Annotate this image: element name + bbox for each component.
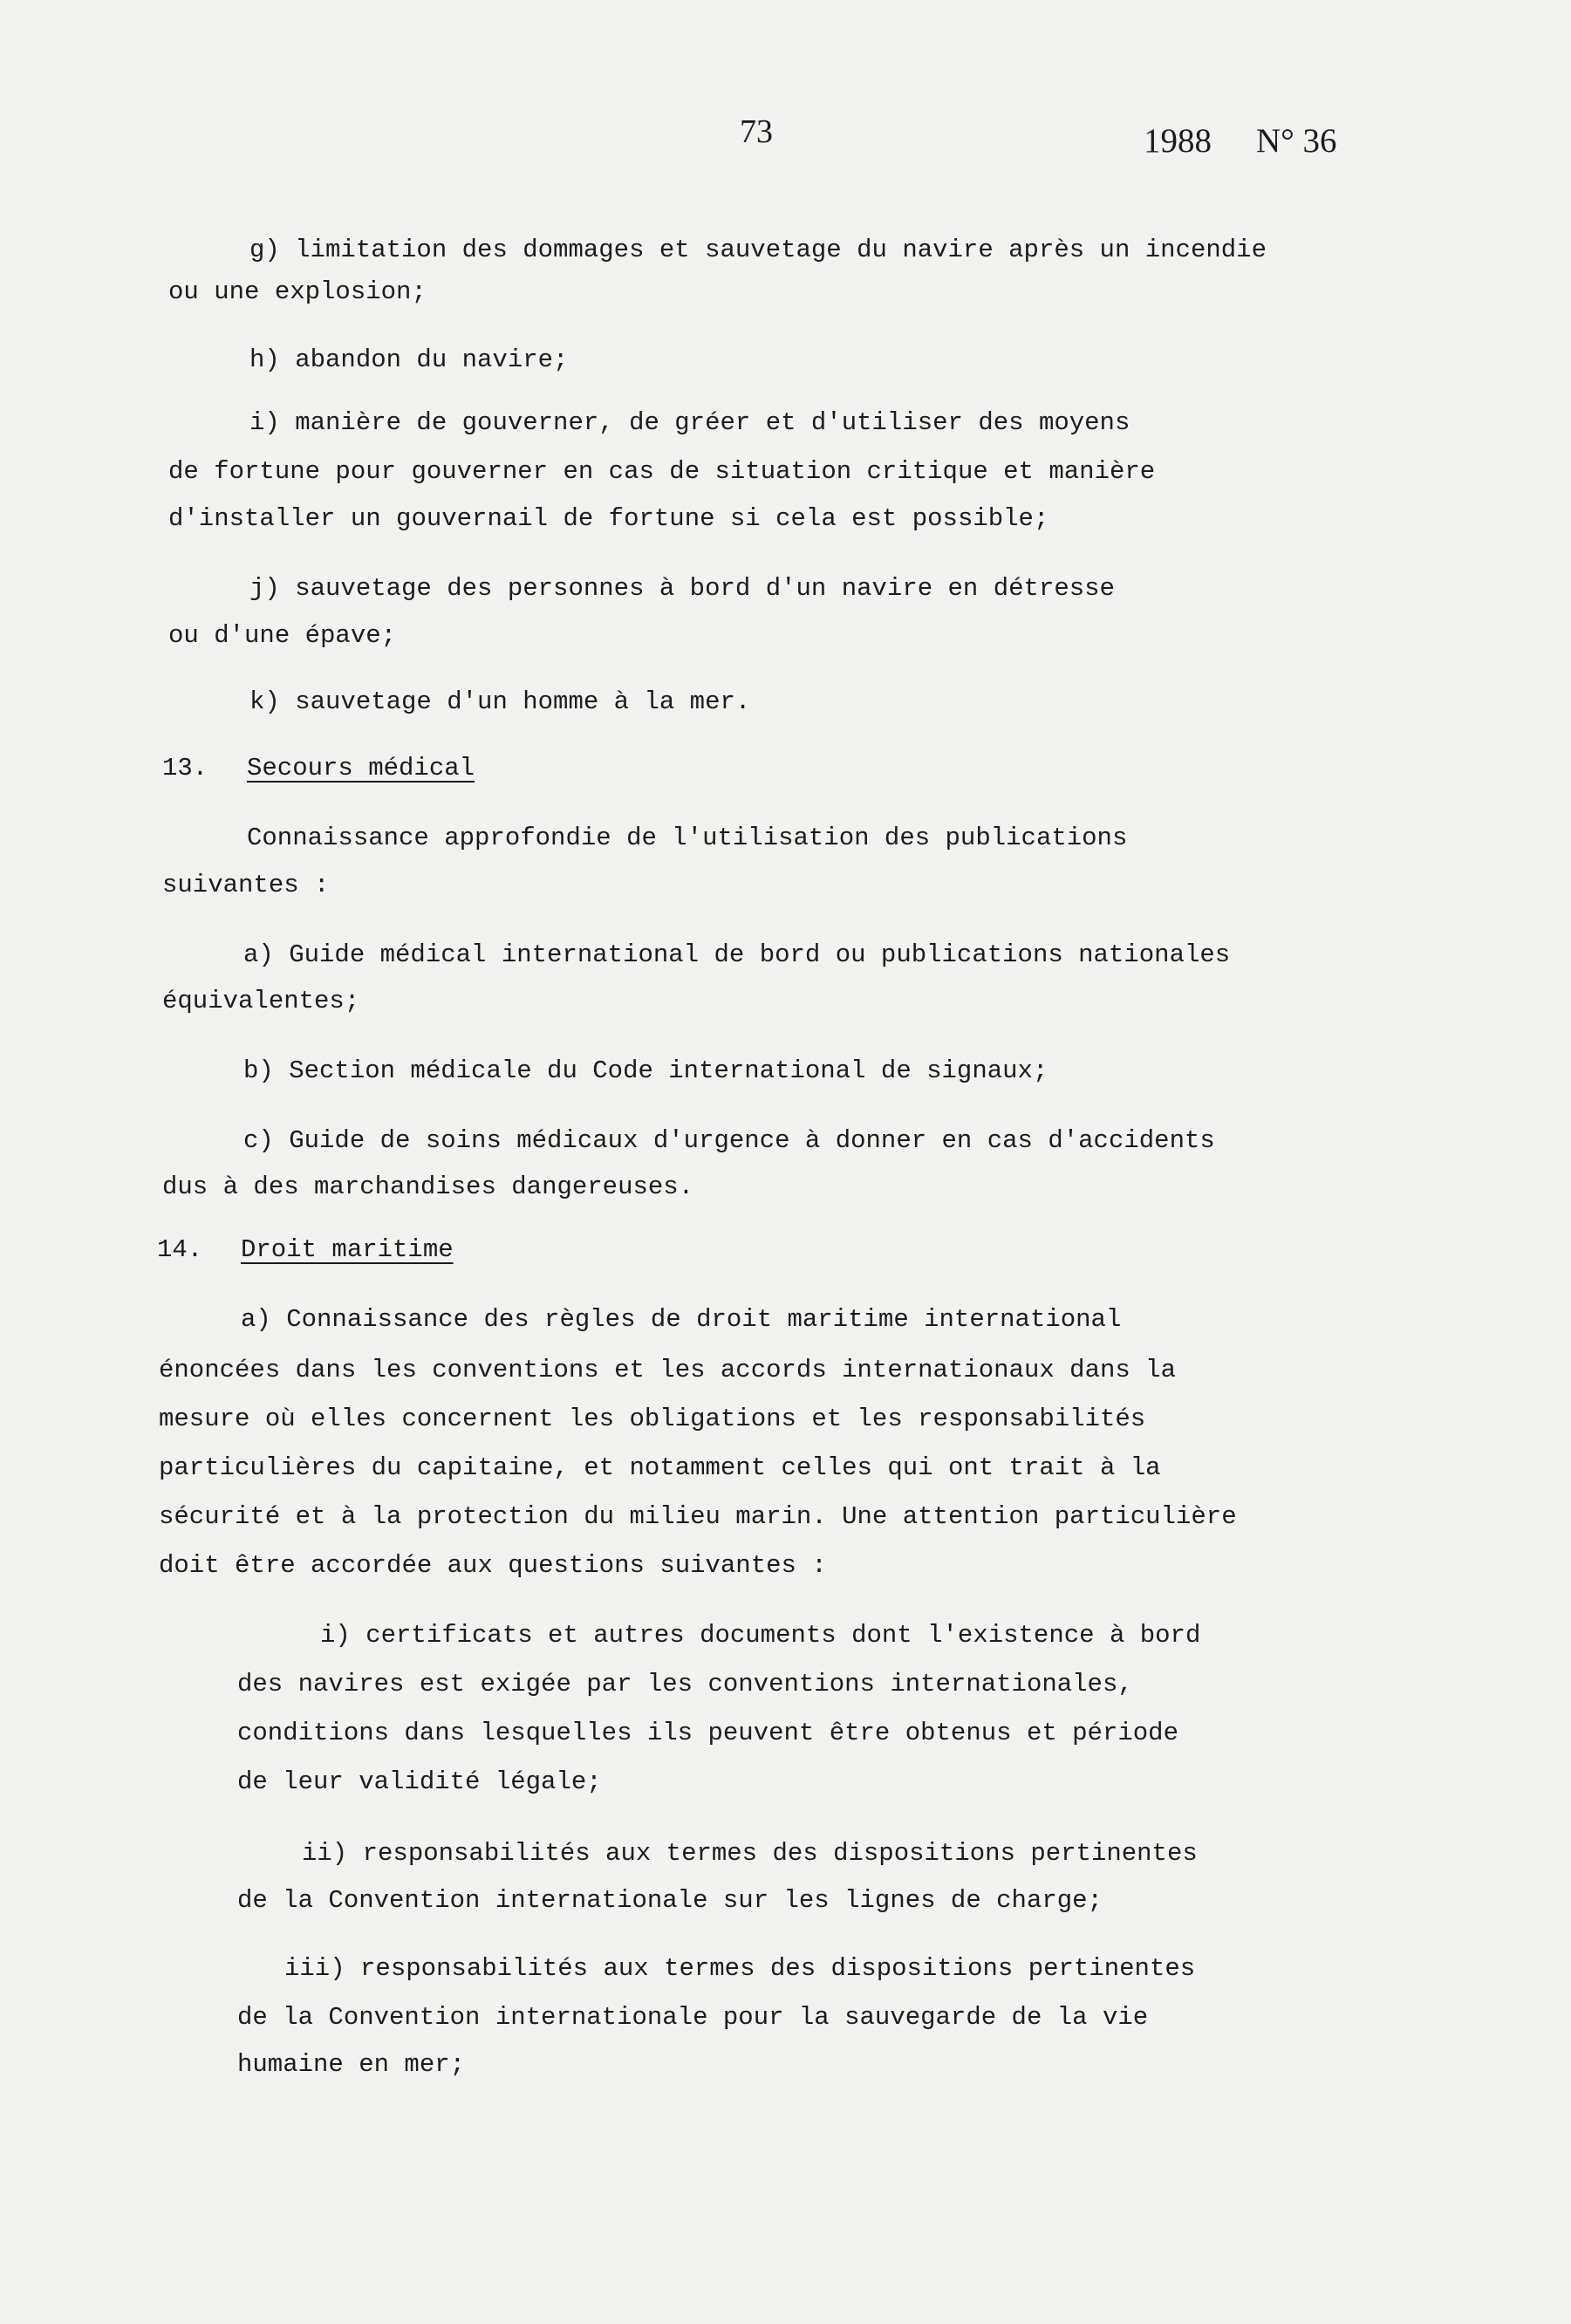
item-i-line-1: i) manière de gouverner, de gréer et d'utiliser des moyens [249, 408, 1130, 437]
item-i-line-2: de fortune pour gouverner en cas de situation critique et manière [168, 457, 1156, 486]
item-14a-line-4: particulières du capitaine, et notamment celles qui ont trait à la [159, 1453, 1161, 1482]
subitem-ii-line-1: ii) responsabilités aux termes des dispositions pertinentes [302, 1839, 1198, 1868]
item-14a-line-5: sécurité et à la protection du milieu marin. Une attention particulière [159, 1502, 1237, 1531]
item-14a-line-6: doit être accordée aux questions suivantes : [159, 1551, 827, 1580]
section-14-number: 14. [157, 1235, 203, 1264]
section-13-text-line-1: Connaissance approfondie de l'utilisation des publications [247, 824, 1128, 852]
subitem-i-line-4: de leur validité légale; [237, 1767, 602, 1796]
subitem-iii-line-2: de la Convention internationale pour la sauvegarde de la vie [237, 2003, 1149, 2032]
item-13c-line-1: c) Guide de soins médicaux d'urgence à donner en cas d'accidents [243, 1126, 1215, 1155]
subitem-iii-line-1: iii) responsabilités aux termes des dispositions pertinentes [284, 1954, 1196, 1983]
section-13-heading: Secours médical [247, 754, 475, 783]
item-k-line-1: k) sauvetage d'un homme à la mer. [249, 687, 751, 716]
item-14a-line-1: a) Connaissance des règles de droit maritime international [241, 1305, 1122, 1334]
subitem-i-line-1: i) certificats et autres documents dont l'existence à bord [320, 1621, 1201, 1650]
section-13-text-line-2: suivantes : [162, 871, 330, 899]
item-14a-line-2: énoncées dans les conventions et les accords internationaux dans la [159, 1356, 1176, 1384]
page-number: 73 [740, 113, 773, 150]
subitem-ii-line-2: de la Convention internationale sur les lignes de charge; [237, 1886, 1103, 1915]
item-13a-line-1: a) Guide médical international de bord ou publications nationales [243, 940, 1231, 969]
item-h-line-1: h) abandon du navire; [249, 345, 569, 374]
item-14a-line-3: mesure où elles concernent les obligations et les responsabilités [159, 1405, 1146, 1433]
section-14-heading: Droit maritime [241, 1235, 454, 1264]
item-13c-line-2: dus à des marchandises dangereuses. [162, 1172, 694, 1201]
item-j-line-1: j) sauvetage des personnes à bord d'un navire en détresse [249, 574, 1115, 603]
journal-year: 1988 [1144, 122, 1212, 160]
journal-number: N° 36 [1256, 122, 1337, 160]
item-13b-line-1: b) Section médicale du Code international de signaux; [243, 1056, 1048, 1085]
section-13-number: 13. [162, 754, 208, 783]
subitem-i-line-3: conditions dans lesquelles ils peuvent être obtenus et période [237, 1719, 1178, 1747]
subitem-iii-line-3: humaine en mer; [237, 2050, 466, 2079]
item-j-line-2: ou d'une épave; [168, 621, 397, 650]
item-13a-line-2: équivalentes; [162, 987, 360, 1015]
item-g-line-2: ou une explosion; [168, 277, 427, 306]
subitem-i-line-2: des navires est exigée par les conventions internationales, [237, 1670, 1133, 1699]
item-g-line-1: g) limitation des dommages et sauvetage du navire après un incendie [249, 236, 1267, 264]
item-i-line-3: d'installer un gouvernail de fortune si cela est possible; [168, 504, 1049, 533]
